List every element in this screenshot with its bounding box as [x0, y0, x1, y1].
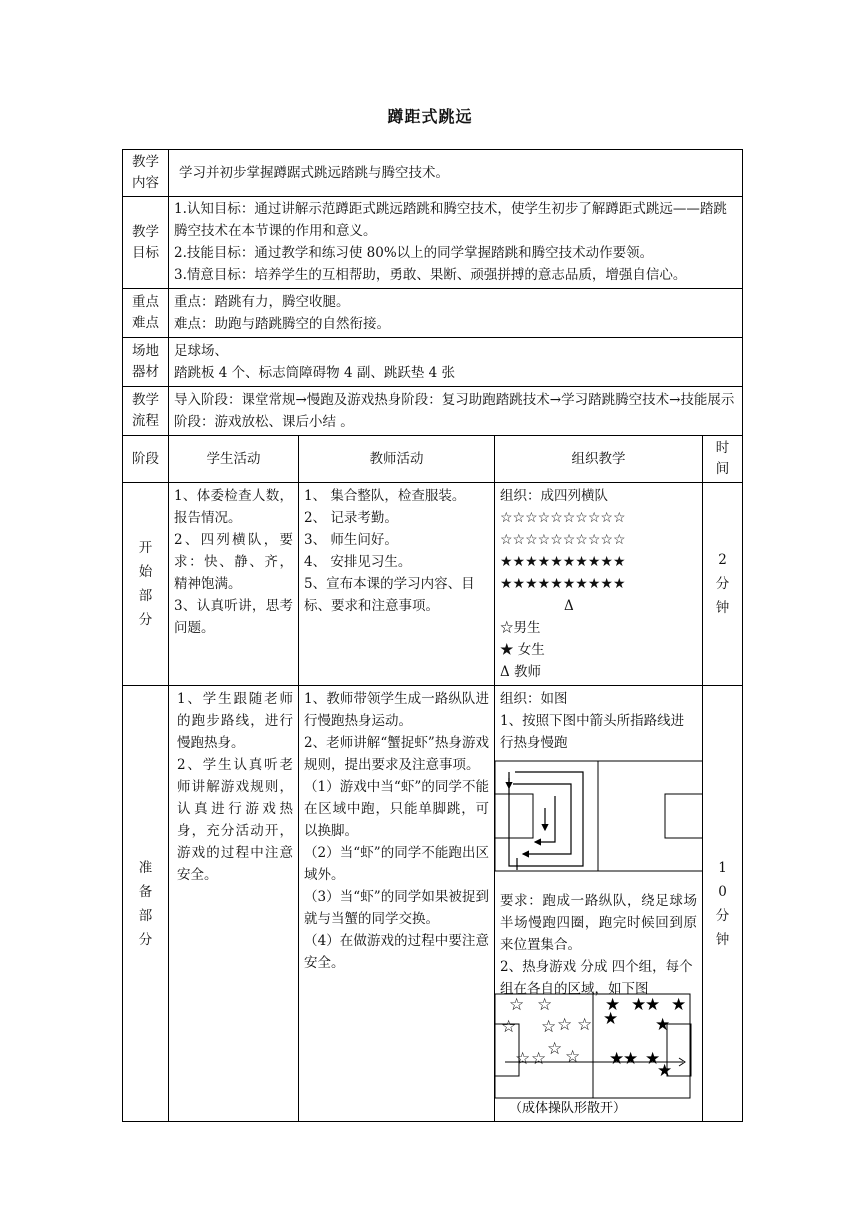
lesson-plan-table — [122, 149, 743, 1122]
key-point: 重点：踏跳有力，腾空收腿。 — [174, 294, 350, 310]
formation-row-boys-1: ☆☆☆☆☆☆☆☆☆☆ — [500, 510, 626, 526]
flow-text: 导入阶段：课堂常规→慢跑及游戏热身阶段：复习助跑踏跳技术→学习踏跳腾空技术→技能展示阶段：游戏放松、课后小结 。 — [169, 387, 743, 436]
solid-star-5: ★ — [603, 1009, 619, 1029]
flow-label: 教学流程 — [132, 392, 159, 429]
hollow-star-2: ☆ — [537, 995, 553, 1015]
left-penalty-box — [495, 794, 533, 838]
prep-org-requirement: 要求：跑成一路纵队，绕足球场半场慢跑四圈，跑完时候回到原来位置集合。 — [500, 893, 697, 953]
start-stage: 开始部分 — [138, 540, 153, 628]
goals-cell — [169, 197, 743, 289]
prep-student: 1、学生跟随老师的跑步路线，进行慢跑热身。 2、学生认真听老师讲解游戏规则，认真进行游戏热身，充分活动开，游戏的过程中注意安全。 — [169, 686, 299, 1122]
hollow-star-4: ☆ — [541, 1017, 557, 1037]
goals-label: 教学目标 — [132, 223, 159, 261]
solid-star-6: ★ — [655, 1015, 671, 1035]
header-student: 学生活动 — [169, 436, 299, 483]
start-student: 1、体委检查人数，报告情况。 2、四列横队，要求：快、静、齐，精神饱满。 3、认真听讲，思考问题。 — [169, 483, 299, 686]
content-label-cell — [123, 150, 169, 197]
solid-star-10: ★ — [657, 1061, 673, 1081]
goal-skill: 2.技能目标：通过教学和练习使 80%以上的同学掌握踏跳和腾空技术动作要领。 — [174, 245, 654, 261]
half-field-run-route-diagram — [495, 758, 703, 872]
row-start — [123, 483, 743, 686]
hollow-star-3: ☆ — [501, 1017, 517, 1037]
goal-affective: 3.情意目标：培养学生的互相帮助，勇敢、果断、顽强拼搏的意志品质，增强自信心。 — [174, 267, 687, 283]
formation-row-boys-2: ☆☆☆☆☆☆☆☆☆☆ — [500, 532, 626, 548]
outer-route — [509, 772, 583, 866]
prep-org-intro: 组织：如图 — [500, 691, 568, 707]
header-time: 时间 — [715, 440, 730, 477]
header-row — [123, 436, 743, 483]
run-route-arrows — [509, 772, 583, 870]
hollow-star-10: ☆ — [531, 1049, 547, 1069]
hollow-star-7: ☆ — [515, 1049, 531, 1069]
crab-shrimp-game-diagram — [495, 992, 703, 1116]
venue-field: 足球场、 — [174, 343, 228, 359]
start-time: 2分钟 — [715, 552, 730, 616]
venue-equipment: 踏跳板 4 个、标志筒障碍物 4 副、跳跃垫 4 张 — [174, 365, 456, 381]
row-keypoints — [123, 289, 743, 338]
hollow-star-8: ☆ — [547, 1039, 563, 1059]
prep-stage: 准备部分 — [138, 859, 153, 948]
venue-label: 场地器材 — [132, 343, 159, 380]
page-title: 蹲距式跳远 — [387, 107, 473, 126]
hollow-star-5: ☆ — [557, 1015, 573, 1035]
solid-star-3: ★ — [645, 995, 661, 1015]
header-stage: 阶段 — [123, 436, 169, 483]
solid-star-2: ★ — [631, 995, 647, 1015]
header-teacher: 教师活动 — [299, 436, 495, 483]
legend-boys: ☆男生 — [500, 620, 541, 636]
solid-stars-group — [603, 995, 686, 1081]
right-penalty-box — [665, 794, 703, 838]
start-org — [495, 483, 703, 686]
goal-cognitive: 1.认知目标：通过讲解示范蹲距式跳远踏跳和腾空技术，使学生初步了解蹲距式跳远——踏跳腾空技术在本节课的作用和意义。 — [174, 201, 727, 239]
solid-star-4: ★ — [671, 995, 687, 1015]
hollow-star-1: ☆ — [509, 995, 525, 1015]
prep-org — [495, 686, 703, 1122]
row-content — [123, 150, 743, 197]
prep-org-step2: 2、热身游戏 分成 四个组，每个组在各自的区域，如下图 — [500, 959, 693, 997]
content-label: 教学内容 — [132, 154, 159, 191]
hollow-star-6: ☆ — [577, 1015, 593, 1035]
game-diagram-caption: （成体操队形散开） — [509, 1101, 627, 1116]
prep-teacher: 1、教师带领学生成一路纵队进行慢跑热身运动。 2、老师讲解“蟹捉虾”热身游戏规则，提出要求及注意事项。 （1）游戏中当“虾”的同学不能在区域中跑，只能单脚跳，可以换脚。 （2）当“虾”的同学不能跑出区域外。 （3）当“虾”的同学如果被捉到就与当蟹的同学交换。 （4）在做游戏的过程中要注意安全。 — [299, 686, 495, 1122]
row-flow — [123, 387, 743, 436]
formation-row-girls-2: ★★★★★★★★★★ — [500, 576, 626, 592]
prep-time: 10分钟 — [715, 859, 730, 948]
keypoints-label: 重点难点 — [132, 294, 159, 331]
formation-row-girls-1: ★★★★★★★★★★ — [500, 554, 626, 570]
solid-star-1: ★ — [605, 995, 621, 1015]
solid-star-8: ★ — [623, 1049, 639, 1069]
start-teacher: 1、 集合整队，检查服装。 2、 记录考勤。 3、 师生问好。 4、 安排见习生。 5、宣布本课的学习内容、目标、要求和注意事项。 — [299, 483, 495, 686]
solid-star-9: ★ — [645, 1049, 661, 1069]
row-venue — [123, 338, 743, 387]
content-text: 学习并初步掌握蹲踞式跳远踏跳与腾空技术。 — [169, 150, 743, 197]
difficult-point: 难点：助跑与踏跳腾空的自然衔接。 — [174, 316, 390, 332]
hollow-stars-group — [501, 995, 592, 1069]
prep-org-step1: 1、按照下图中箭头所指路线进行热身慢跑 — [500, 713, 685, 751]
row-goals — [123, 197, 743, 289]
legend-teacher: Δ 教师 — [500, 664, 542, 680]
teacher-position-mark: Δ — [564, 598, 574, 614]
hollow-star-9: ☆ — [565, 1047, 581, 1067]
header-org: 组织教学 — [495, 436, 703, 483]
start-org-intro: 组织：成四列横队 — [500, 488, 608, 504]
legend-girls: ★ 女生 — [500, 642, 545, 658]
solid-star-7: ★ — [609, 1049, 625, 1069]
row-prep — [123, 686, 743, 1122]
